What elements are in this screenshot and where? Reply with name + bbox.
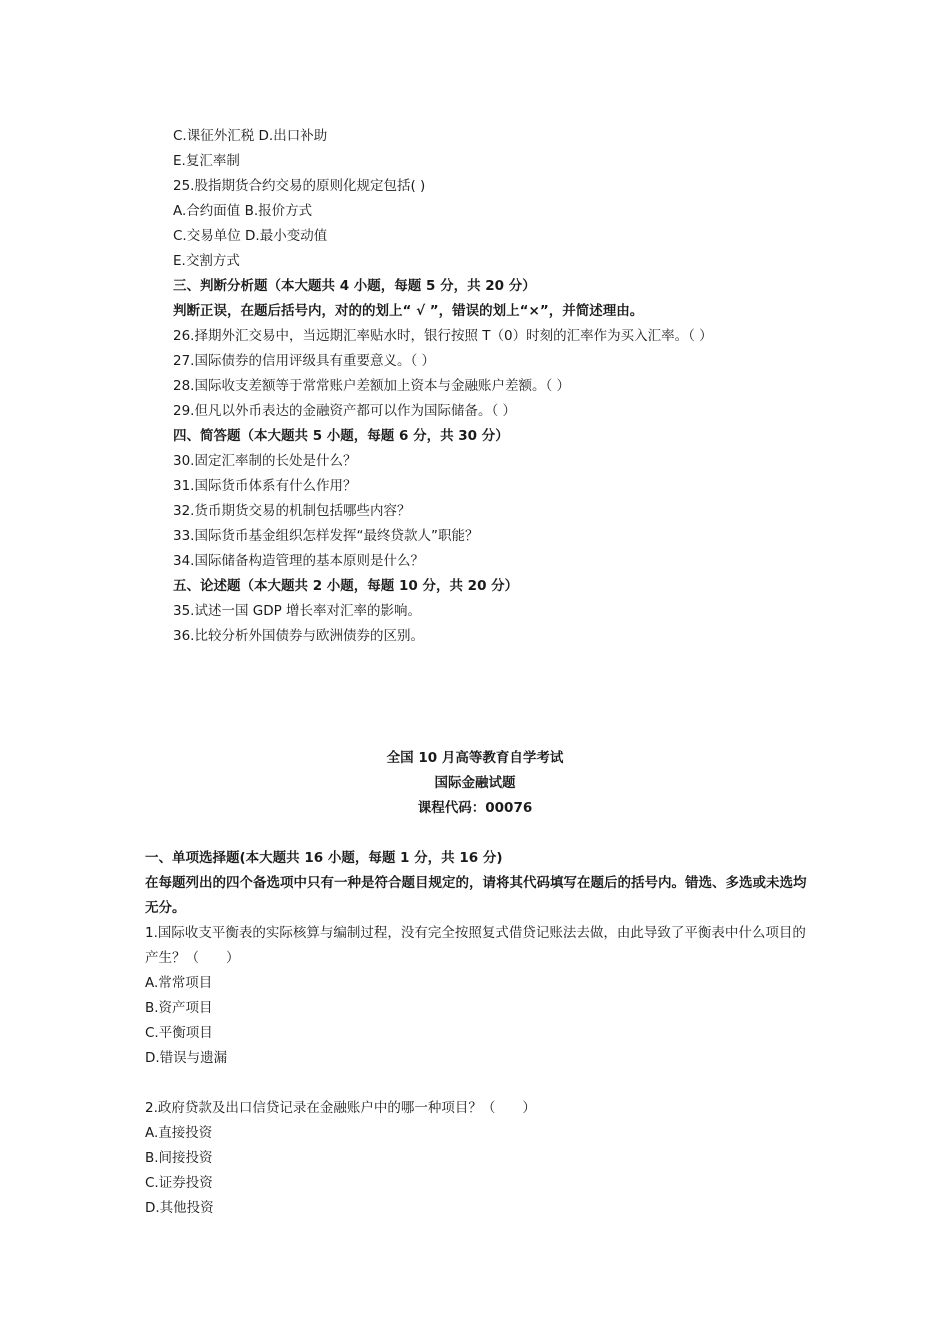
option: B.资产项目: [145, 1000, 213, 1016]
question-35: 35.试述一国 GDP 增长率对汇率的影响。: [173, 603, 422, 619]
option: A.直接投资: [145, 1125, 213, 1141]
section-heading-judgement: 三、判断分析题（本大题共 4 小题，每题 5 分，共 20 分）: [173, 278, 536, 294]
option: C.证券投资: [145, 1175, 213, 1191]
exam-part-one: [145, 846, 815, 1221]
question-25: 25.股指期货合约交易的原则化规定包括( ): [173, 178, 426, 194]
text-line: E.交割方式: [173, 253, 240, 269]
question-33: 33.国际货币基金组织怎样发挥“最终贷款人”职能？: [173, 528, 479, 544]
section-heading-single-choice: 一、单项选择题(本大题共 16 小题，每题 1 分，共 16 分): [145, 850, 503, 866]
question-31: 31.国际货币体系有什么作用？: [173, 478, 357, 494]
text-line: C.课征外汇税 D.出口补助: [173, 128, 328, 144]
text-line: C.交易单位 D.最小变动值: [173, 228, 328, 244]
text-line: E.复汇率制: [173, 153, 240, 169]
question-34: 34.国际储备构造管理的基本原则是什么？: [173, 553, 424, 569]
question-27: 27.国际债券的信用评级具有重要意义。（ ）: [173, 353, 436, 369]
option: D.错误与遗漏: [145, 1050, 228, 1066]
section-heading-essay: 五、论述题（本大题共 2 小题，每题 10 分，共 20 分）: [173, 578, 519, 594]
question-26: 26.择期外汇交易中，当远期汇率贴水时，银行按照 T（0）时刻的汇率作为买入汇率。（ ）: [173, 328, 713, 344]
text-line: A.合约面值 B.报价方式: [173, 203, 313, 219]
question-32: 32.货币期货交易的机制包括哪些内容？: [173, 503, 411, 519]
question-36: 36.比较分析外国债券与欧洲债券的区别。: [173, 628, 424, 644]
section-instruction: 判断正误，在题后括号内，对的的划上“ √ ”，错误的划上“×”，并简述理由。: [173, 303, 644, 319]
question-30: 30.固定汇率制的长处是什么？: [173, 453, 357, 469]
section-heading-short-answer: 四、简答题（本大题共 5 小题，每题 6 分，共 30 分）: [173, 428, 509, 444]
option: D.其他投资: [145, 1200, 214, 1216]
section-instruction: 在每题列出的四个备选项中只有一种是符合题目规定的，请将其代码填写在题后的括号内。错选、多选或未选均无分。: [145, 875, 807, 916]
blank-line: [145, 1071, 815, 1096]
option: A.常常项目: [145, 975, 213, 991]
question-28: 28.国际收支差额等于常常账户差额加上资本与金融账户差额。（ ）: [173, 378, 571, 394]
option: C.平衡项目: [145, 1025, 213, 1041]
exam-heading: [0, 746, 950, 821]
question-2: 2.政府贷款及出口信贷记录在金融账户中的哪一种项目？（ ）: [145, 1100, 536, 1116]
exam-continuation: [173, 124, 873, 649]
option: B.间接投资: [145, 1150, 213, 1166]
question-1: 1.国际收支平衡表的实际核算与编制过程，没有完全按照复式借贷记账法去做，由此导致了平衡表中什么项目的产生？（ ）: [145, 925, 806, 966]
course-code: 课程代码：00076: [417, 800, 533, 816]
exam-subject: 国际金融试题: [434, 775, 516, 791]
exam-title: 全国 10 月高等教育自学考试: [386, 750, 564, 766]
question-29: 29.但凡以外币表达的金融资产都可以作为国际储备。（ ）: [173, 403, 517, 419]
